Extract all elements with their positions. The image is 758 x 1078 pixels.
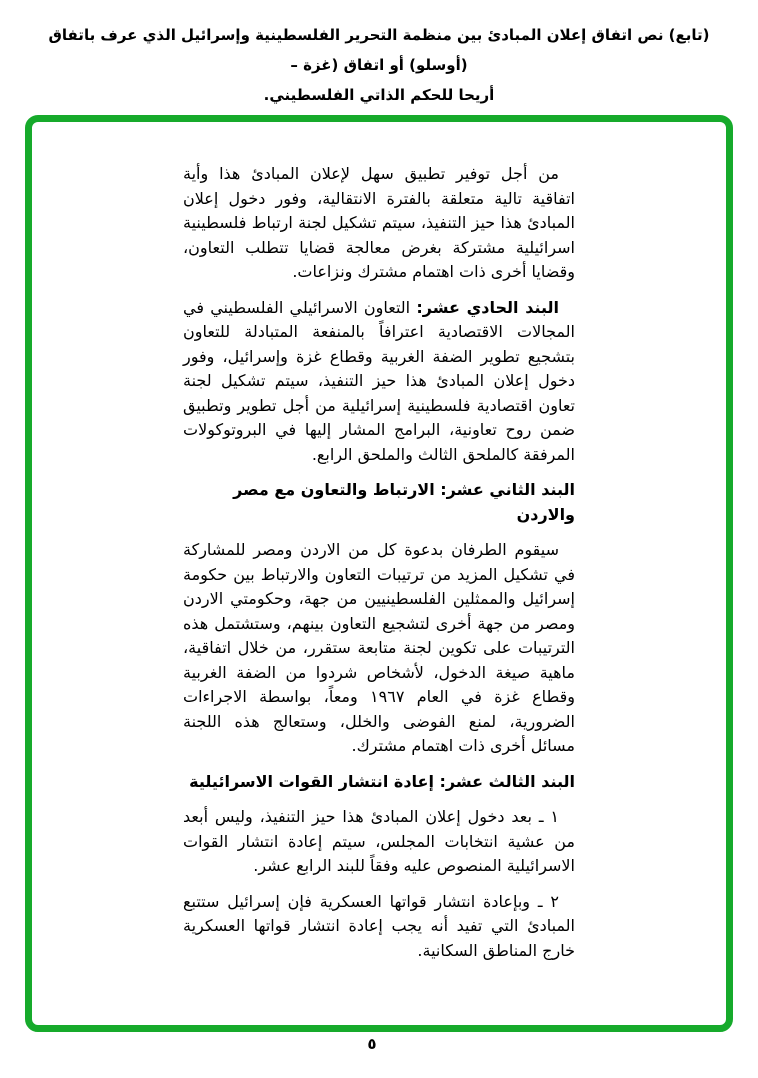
clause-11-text: التعاون الاسرائيلي الفلسطيني في المجالات الاقتصادية اعترافاً بالمنفعة المتبادلة للتعاون بتشجيع تطوير الضفة الغربية وقطاع غزة وإسرائيل، وفور دخول إعلان المبادئ هذا حيز التنفيذ، سيتم تشكيل لجنة تعاون اقتصادية فلسطينية إسرائيلية من أجل تطوير وتطبيق ضمن روح تعاونية، البرامج المشار إليها في البروتوكولات المرفقة كالملحق الثالث والملحق الرابع. — [183, 297, 575, 464]
document-frame — [25, 115, 733, 1032]
header-title-line-1: (تابع) نص اتفاق إعلان المبادئ بين منظمة التحرير الفلسطينية وإسرائيل الذي عرف باتفاق (أوسلو) أو اتفاق (غزة – — [48, 26, 710, 74]
section-heading-clause-13: البند الثالث عشر: إعادة انتشار القوات الاسرائيلية — [189, 771, 575, 791]
paragraph: ١ ـ بعد دخول إعلان المبادئ هذا حيز التنفيذ، وليس أبعد من عشية انتخابات المجلس، سيتم إعادة انتشار القوات الاسرائيلية المنصوص عليه وفقاً للبند الرابع عشر. — [183, 807, 575, 875]
header-title-line-2: أريحا للحكم الذاتي الفلسطيني. — [263, 86, 495, 104]
clause-11-lead: البند الحادي عشر: — [416, 297, 560, 317]
paragraph — [183, 296, 575, 468]
document-body — [183, 162, 575, 963]
page-number: ٥ — [367, 1035, 377, 1053]
paragraph: من أجل توفير تطبيق سهل لإعلان المبادئ هذا وأية اتفاقية تالية متعلقة بالفترة الانتقالية، وفور دخول إعلان المبادئ هذا حيز التنفيذ، سيتم تشكيل لجنة ارتباط فلسطينية اسرائيلية مشتركة بغرض معالجة قضايا تتطلب التعاون، وقضايا أخرى ذات اهتمام مشترك ونزاعات. — [183, 164, 575, 281]
section-heading-clause-12: البند الثاني عشر: الارتباط والتعاون مع مصر والاردن — [233, 480, 575, 524]
paragraph: ٢ ـ وبإعادة انتشار قواتها العسكرية فإن إسرائيل ستتبع المبادئ التي تفيد أنه يجب إعادة انتشار قواتها العسكرية خارج المناطق السكانية. — [183, 891, 575, 960]
paragraph: سيقوم الطرفان بدعوة كل من الاردن ومصر للمشاركة في تشكيل المزيد من ترتيبات التعاون والارتباط بين حكومة إسرائيل والممثلين الفلسطينيين من جهة، وحكومتي الاردن ومصر من جهة أخرى لتشجيع التعاون بينهم، وستشتمل هذه الترتيبات على تكوين لجنة متابعة ستقرر، من خلال اتفاقية، ماهية صيغة الدخول، لأشخاص شردوا من الضفة الغربية وقطاع غزة في العام ١٩٦٧ ومعاً، بواسطة الاجراءات الضرورية، لمنع الفوضى والخلل، وستعالج هذه اللجنة مسائل أخرى ذات اهتمام مشترك. — [183, 540, 575, 755]
